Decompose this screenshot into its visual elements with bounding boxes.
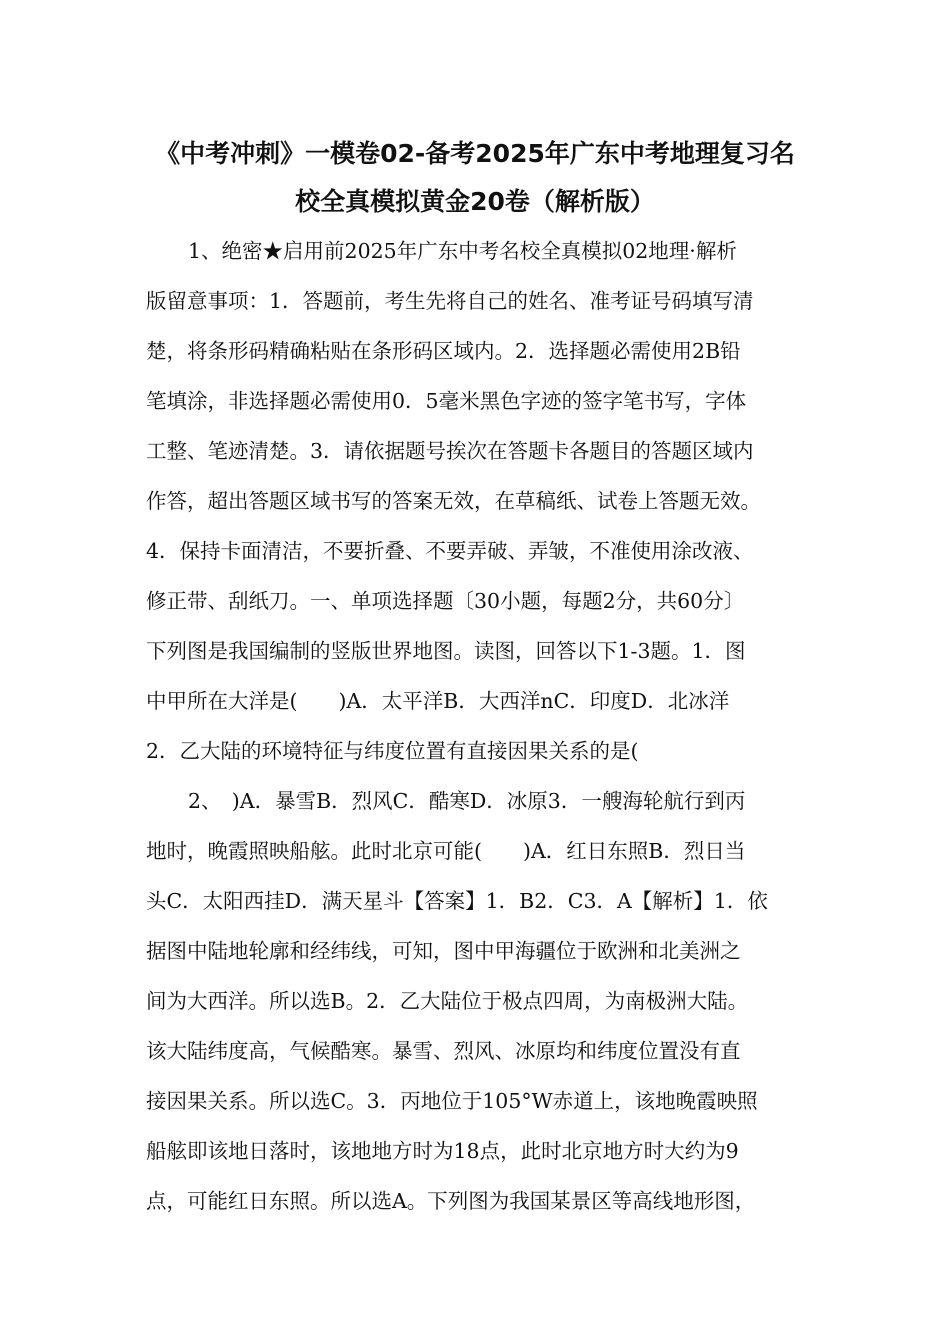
- body-line: 头C．太阳西挂D．满天星斗【答案】1．B2．C3．A【解析】1．依: [146, 889, 768, 913]
- document-title: [120, 130, 830, 226]
- body-line: 作答，超出答题区域书写的答案无效，在草稿纸、试卷上答题无效。: [146, 489, 761, 513]
- title-line-1: 《中考冲刺》一模卷02-备考2025年广东中考地理复习名: [155, 139, 795, 168]
- body-line: 下列图是我国编制的竖版世界地图。读图，回答以下1-3题。1．图: [146, 639, 746, 663]
- body-line: 间为大西洋。所以选B。2．乙大陆位于极点四周，为南极洲大陆。: [146, 989, 749, 1013]
- body-line: 接因果关系。所以选C。3．丙地位于105°W赤道上，该地晚霞映照: [146, 1089, 758, 1113]
- body-line: 点，可能红日东照。所以选A。下列图为我国某景区等高线地形图，: [146, 1189, 756, 1213]
- body-line: 楚，将条形码精确粘贴在条形码区域内。2．选择题必需使用2B铅: [146, 339, 741, 363]
- body-line: 1、绝密★启用前2025年广东中考名校全真模拟02地理·解析: [188, 239, 737, 263]
- body-line: 2、 )A．暴雪B．烈风C．酷寒D．冰原3．一艘海轮航行到丙: [188, 789, 746, 813]
- body-line: 船舷即该地日落时，该地地方时为18点，此时北京地方时大约为9: [146, 1139, 739, 1163]
- body-line: 中甲所在大洋是( )A．太平洋B．大西洋nC．印度D．北冰洋: [146, 689, 730, 713]
- body-line: 2．乙大陆的环境特征与纬度位置有直接因果关系的是(: [146, 739, 639, 763]
- body-line: 笔填涂，非选择题必需使用0．5毫米黑色字迹的签字笔书写，字体: [146, 389, 747, 413]
- body-line: 该大陆纬度高，气候酷寒。暴雪、烈风、冰原均和纬度位置没有直: [146, 1039, 741, 1063]
- title-line-2: 校全真模拟黄金20卷（解析版）: [295, 187, 655, 216]
- body-line: 工整、笔迹清楚。3．请依据题号挨次在答题卡各题目的答题区域内: [146, 439, 754, 463]
- body-line: 据图中陆地轮廓和经纬线，可知，图中甲海疆位于欧洲和北美洲之: [146, 939, 741, 963]
- body-line: 地时，晚霞照映船舷。此时北京可能( )A．红日东照B．烈日当: [146, 839, 746, 863]
- body-line: 4．保持卡面清洁，不要折叠、不要弄破、弄皱，不准使用涂改液、: [146, 539, 754, 563]
- body-line: 版留意事项：1．答题前，考生先将自己的姓名、准考证号码填写清: [146, 289, 754, 313]
- body-line: 修正带、刮纸刀。一、单项选择题〔30小题，每题2分，共60分〕: [146, 589, 745, 613]
